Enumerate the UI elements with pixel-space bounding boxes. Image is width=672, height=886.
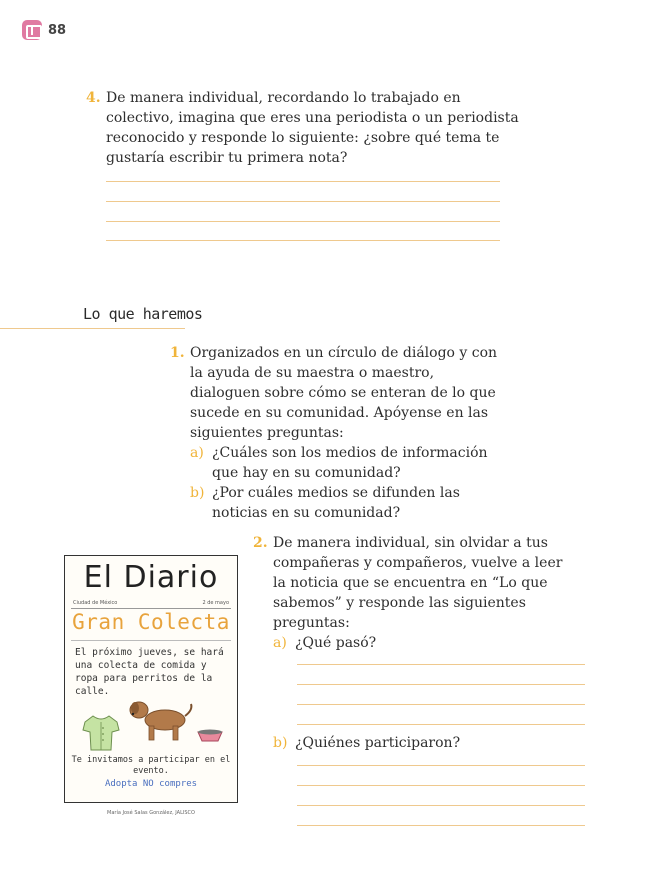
sub-letter: a) [190,445,204,461]
newspaper-body: El próximo jueves, se hará una colecta de comida y ropa para perritos de la calle. [75,647,224,697]
book-icon [22,20,42,40]
question-text: De manera individual, recordando lo trabajado en colectivo, imagina que eres una periodista o un periodista reconocido y responde lo siguiente: ¿sobre qué tema te gustaría escribir tu primera nota? [106,90,519,166]
sub-question-b [190,483,500,523]
answer-line[interactable] [106,181,500,182]
newspaper-location: Ciudad de México [73,600,118,606]
answer-line[interactable] [297,664,585,665]
answer-line[interactable] [297,825,585,826]
section-title: Lo que haremos [83,305,203,323]
answer-line[interactable] [106,221,500,222]
question-2-b [273,733,583,753]
food-bowl-icon [197,726,223,742]
question-number: 1. [170,345,185,361]
newspaper-divider [71,608,231,609]
shirt-icon [81,714,121,752]
newspaper-headline: Gran Colecta [72,610,230,634]
newspaper-illustration [64,555,238,803]
newspaper-invite: Te invitamos a participar en el evento. [71,755,231,776]
dog-icon [125,696,195,744]
question-text: De manera individual, sin olvidar a tus compañeras y compañeros, vuelve a leer la noticia que se encuentra en “Lo que sabemos” y responde las siguientes preguntas: [273,535,563,631]
sub-letter: b) [190,485,205,501]
newspaper-slogan: Adopta NO compres [104,779,198,789]
section-divider [0,328,185,329]
sub-letter: a) [273,635,287,651]
illustration-credit: María José Salas González, JALISCO [107,810,195,816]
question-1 [170,343,500,523]
question-text: Organizados en un círculo de diálogo y con la ayuda de su maestra o maestro, dialoguen sobre cómo se enteran de lo que sucede en su comunidad. Apóyense en las siguientes preguntas: [190,345,498,441]
sub-text: ¿Quiénes participaron? [295,735,461,751]
answer-line[interactable] [106,240,500,241]
question-4 [86,88,526,168]
question-2 [253,533,563,653]
answer-line[interactable] [297,704,585,705]
sub-text: ¿Cuáles son los medios de información que hay en su comunidad? [212,445,488,481]
newspaper-date: 2 de mayo [202,600,229,606]
sub-question-a [273,633,563,653]
answer-line[interactable] [297,765,585,766]
question-number: 2. [253,535,268,551]
page-number: 88 [48,22,67,38]
answer-line[interactable] [297,785,585,786]
answer-line[interactable] [297,805,585,806]
question-number: 4. [86,90,101,106]
sub-text: ¿Qué pasó? [295,635,377,651]
newspaper-masthead: El Diario [83,560,219,595]
answer-line[interactable] [106,201,500,202]
answer-line[interactable] [297,724,585,725]
sub-question-a [190,443,500,483]
newspaper-divider [71,640,231,641]
answer-line[interactable] [297,684,585,685]
sub-text: ¿Por cuáles medios se difunden las noticias en su comunidad? [212,485,460,521]
page-header [22,20,66,40]
sub-letter: b) [273,735,288,751]
sub-question-b [273,733,583,753]
